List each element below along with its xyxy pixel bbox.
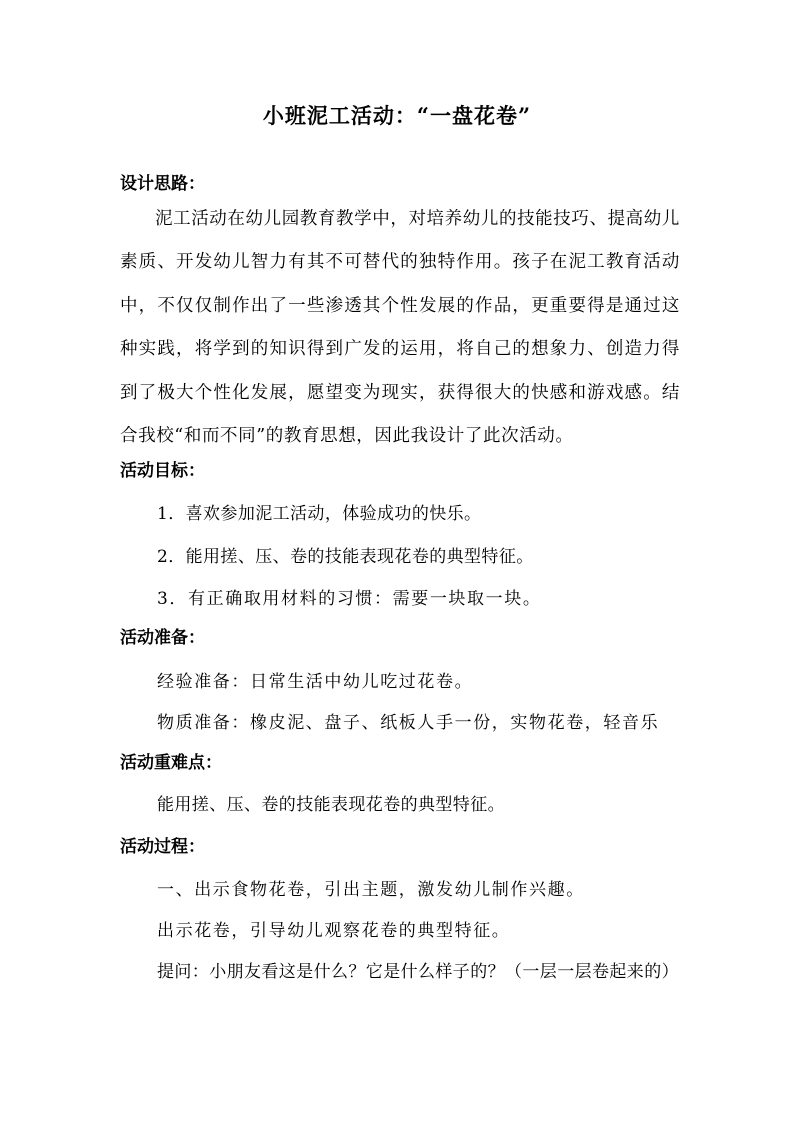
process-step-1-detail: 出示花卷，引导幼儿观察花卷的典型特征。	[157, 921, 511, 941]
goal-item-1: 1．喜欢参加泥工活动，体验成功的快乐。	[157, 504, 482, 524]
goals-heading: 活动目标：	[120, 461, 205, 481]
process-step-1: 一、出示食物花卷，引出主题，激发幼儿制作兴趣。	[157, 880, 585, 900]
process-question: 提问：小朋友看这是什么？它是什么样子的？（一层一层卷起来的）	[157, 962, 679, 982]
key-points-text: 能用搓、压、卷的技能表现花卷的典型特征。	[157, 795, 505, 815]
goal-item-3: 3．有正确取用材料的习惯：需要一块取一块。	[157, 589, 542, 609]
preparation-experience: 经验准备：日常生活中幼儿吃过花卷。	[157, 672, 474, 692]
goal-item-2: 2．能用搓、压、卷的技能表现花卷的典型特征。	[157, 547, 534, 567]
design-paragraph: 泥工活动在幼儿园教育教学中，对培养幼儿的技能技巧、提高幼儿素质、开发幼儿智力有其不可替代的独特作用。孩子在泥工教育活动中，不仅仅制作出了一些渗透其个性发展的作品，更重要得是通过这种实践，将学到的知识得到广发的运用，将自己的想象力、创造力得到了极大个性化发展，愿望变为现实，获得很大的快感和游戏感。结合我校“和而不同”的教育思想，因此我设计了此次活动。	[120, 209, 680, 447]
process-heading: 活动过程：	[120, 837, 205, 857]
preparation-heading: 活动准备：	[120, 628, 205, 648]
page-title: 小班泥工活动：“一盘花卷”	[262, 103, 532, 128]
design-heading: 设计思路：	[120, 174, 205, 194]
key-points-heading: 活动重难点：	[120, 753, 222, 773]
preparation-material: 物质准备：橡皮泥、盘子、纸板人手一份，实物花卷，轻音乐	[157, 713, 660, 733]
